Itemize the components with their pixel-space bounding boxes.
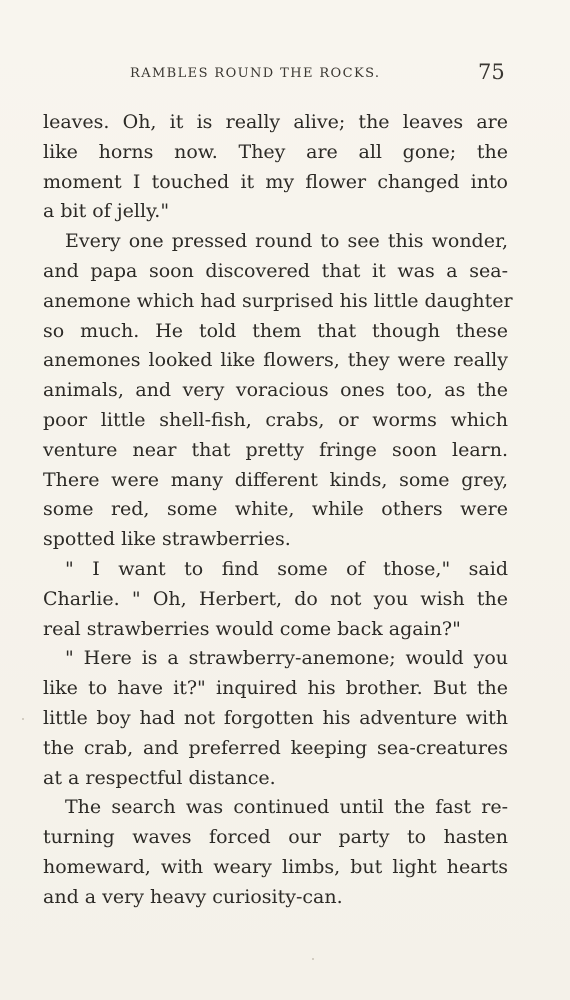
- page-header: [0, 58, 570, 88]
- text-line: like to have it?" inquired his brother. But the: [43, 677, 508, 700]
- text-line: a bit of jelly.": [43, 200, 170, 223]
- paper-speck: [312, 958, 314, 960]
- text-line: turning waves forced our party to hasten: [43, 826, 508, 849]
- text-line: animals, and very voracious ones too, as the: [43, 379, 508, 402]
- text-line: moment I touched it my flower changed into: [43, 170, 508, 193]
- text-line: so much. He told them that though these: [43, 319, 508, 342]
- text-line: venture near that pretty fringe soon learn.: [43, 438, 508, 461]
- page-number: 75: [478, 60, 505, 84]
- text-line: and a very heavy curiosity-can.: [43, 885, 343, 908]
- text-line: little boy had not forgotten his adventure with: [43, 706, 508, 729]
- text-line: homeward, with weary limbs, but light hearts: [43, 855, 508, 878]
- text-line: leaves. Oh, it is really alive; the leaves are: [43, 111, 508, 133]
- running-title: RAMBLES ROUND THE ROCKS.: [130, 66, 381, 81]
- text-line: spotted like strawberries.: [43, 528, 291, 551]
- text-line: like horns now. They are all gone; the: [43, 140, 508, 163]
- text-line: anemones looked like flowers, they were really: [43, 349, 508, 372]
- body-text: [43, 108, 513, 913]
- text-line: Charlie. " Oh, Herbert, do not you wish the: [43, 587, 508, 610]
- text-line: poor little shell-fish, crabs, or worms which: [43, 408, 508, 431]
- text-line: real strawberries would come back again?": [43, 617, 461, 640]
- text-line: at a respectful distance.: [43, 766, 276, 789]
- text-line: Every one pressed round to see this wonder,: [65, 230, 508, 253]
- text-line: the crab, and preferred keeping sea-creatures: [43, 736, 508, 759]
- text-line: some red, some white, while others were: [43, 498, 508, 521]
- text-line: and papa soon discovered that it was a sea-: [43, 259, 508, 282]
- paper-speck: [22, 718, 24, 720]
- text-line: anemone which had surprised his little daughter: [43, 289, 513, 312]
- text-line: The search was continued until the fast re-: [65, 796, 508, 819]
- text-line: " I want to find some of those," said: [65, 557, 508, 580]
- text-line: " Here is a strawberry-anemone; would you: [65, 647, 508, 670]
- text-line: There were many different kinds, some grey,: [43, 468, 508, 491]
